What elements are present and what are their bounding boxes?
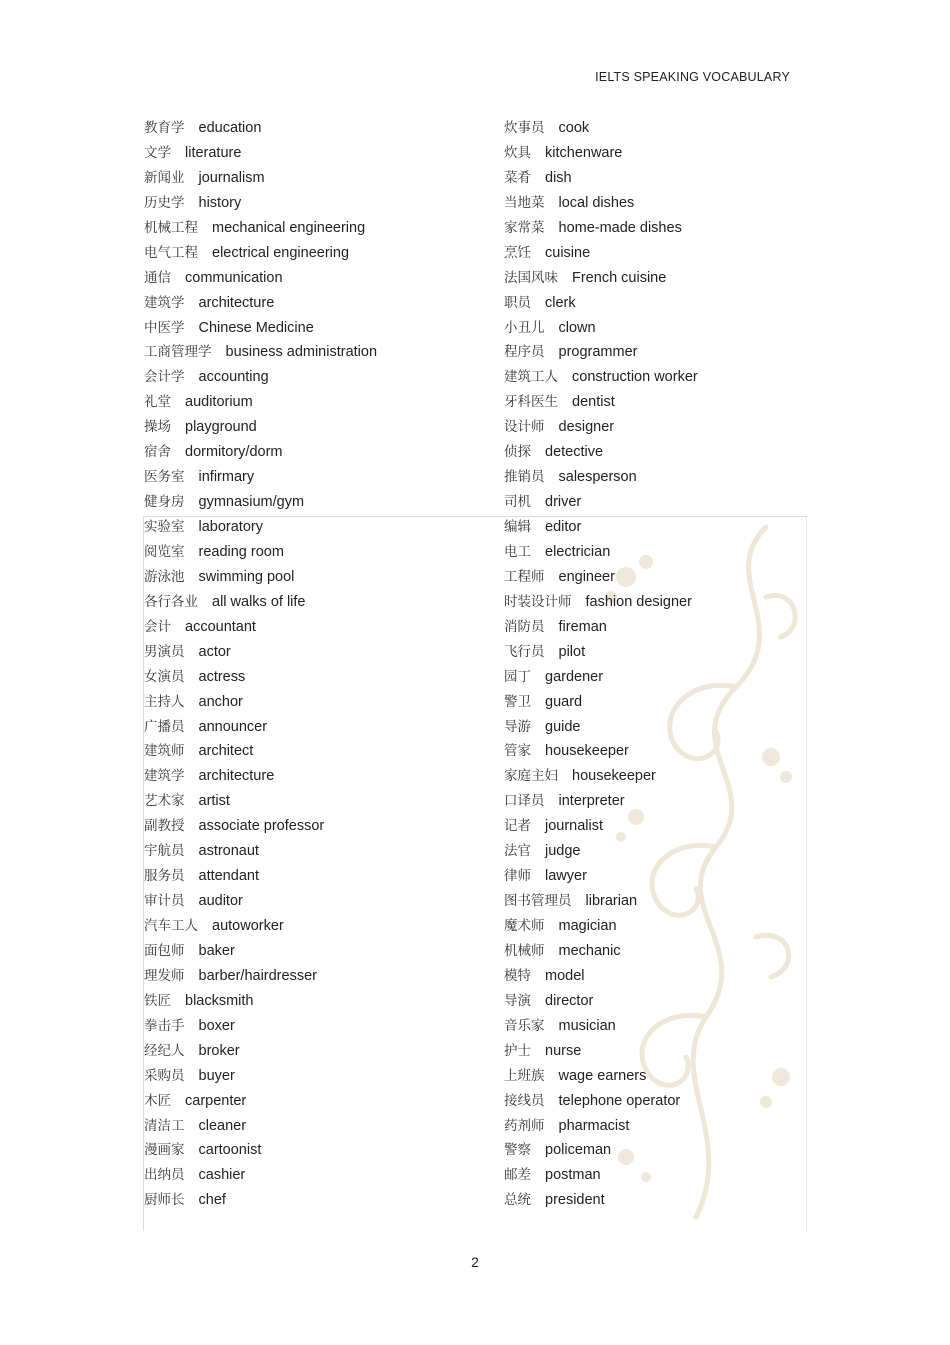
chinese-term: 菜肴: [504, 169, 531, 186]
chinese-term: 广播员: [144, 718, 185, 735]
english-term: fashion designer: [585, 593, 692, 610]
english-term: barber/hairdresser: [198, 967, 317, 984]
chinese-term: 家庭主妇: [504, 768, 558, 785]
english-term: Chinese Medicine: [198, 319, 314, 336]
english-term: architect: [198, 743, 254, 760]
english-term: attendant: [198, 868, 259, 885]
english-term: model: [545, 967, 585, 984]
english-term: salesperson: [558, 469, 637, 486]
vocab-row: [144, 1114, 377, 1139]
chinese-term: 家常菜: [504, 219, 545, 236]
english-term: carpenter: [185, 1092, 247, 1109]
chinese-term: 当地菜: [504, 194, 545, 211]
vocab-row: [504, 964, 698, 989]
english-term: swimming pool: [198, 568, 295, 585]
chinese-term: 记者: [504, 818, 531, 835]
vocab-row: [144, 291, 377, 316]
vocab-row: [144, 1188, 377, 1213]
english-term: electrical engineering: [212, 244, 350, 261]
english-term: actor: [198, 643, 231, 660]
chinese-term: 电工: [504, 543, 531, 560]
vocab-row: [144, 390, 377, 415]
english-term: cuisine: [545, 244, 591, 261]
chinese-term: 清洁工: [144, 1117, 185, 1134]
chinese-term: 牙科医生: [504, 394, 558, 411]
vocab-row: [144, 490, 377, 515]
chinese-term: 魔术师: [504, 918, 545, 934]
chinese-term: 护士: [504, 1042, 531, 1059]
chinese-term: 导演: [504, 992, 531, 1009]
vocab-row: [504, 989, 698, 1014]
english-term: editor: [545, 519, 582, 535]
vocab-row: [144, 939, 377, 964]
english-term: cashier: [198, 1167, 246, 1184]
english-term: kitchenware: [545, 144, 623, 161]
chinese-term: 通信: [144, 269, 171, 286]
vocab-row: [504, 465, 698, 490]
english-term: magician: [558, 918, 617, 934]
chinese-term: 中医学: [144, 319, 185, 336]
vocab-row: [144, 465, 377, 490]
chinese-term: 消防员: [504, 618, 545, 635]
chinese-term: 文学: [144, 144, 171, 161]
chinese-term: 电气工程: [144, 244, 198, 261]
vocab-row: [144, 1039, 377, 1064]
chinese-term: 经纪人: [144, 1042, 185, 1059]
english-term: housekeeper: [545, 743, 629, 760]
english-term: reading room: [198, 543, 284, 560]
vocab-row: [504, 1188, 698, 1213]
english-term: president: [545, 1192, 605, 1209]
english-term: driver: [545, 494, 582, 511]
english-term: history: [198, 194, 242, 211]
page-header: IELTS SPEAKING VOCABULARY: [595, 70, 790, 84]
english-term: fireman: [558, 618, 607, 635]
chinese-term: 建筑师: [144, 743, 185, 760]
chinese-term: 教育学: [144, 120, 185, 136]
english-term: local dishes: [558, 194, 635, 211]
vocab-row: [504, 889, 698, 914]
english-term: dish: [545, 169, 572, 186]
chinese-term: 木匠: [144, 1092, 171, 1109]
english-term: boxer: [198, 1017, 235, 1034]
chinese-term: 审计员: [144, 893, 185, 910]
chinese-term: 烹饪: [504, 244, 531, 261]
vocab-row: [504, 1163, 698, 1188]
vocab-row: [504, 291, 698, 316]
english-term: communication: [185, 269, 283, 286]
vocab-list-left: [144, 116, 377, 1213]
vocab-row: [504, 415, 698, 440]
english-term: cleaner: [198, 1117, 247, 1134]
vocab-row: [504, 665, 698, 690]
chinese-term: 小丑儿: [504, 319, 545, 336]
chinese-term: 宿舍: [144, 444, 171, 461]
english-term: detective: [545, 444, 604, 461]
english-term: journalism: [198, 169, 265, 186]
vocab-row: [144, 216, 377, 241]
english-term: literature: [185, 144, 242, 161]
chinese-term: 新闻业: [144, 169, 185, 186]
vocab-row: [504, 1014, 698, 1039]
chinese-term: 职员: [504, 294, 531, 311]
english-term: auditorium: [185, 394, 253, 411]
vocab-row: [504, 1114, 698, 1139]
chinese-term: 建筑学: [144, 294, 185, 311]
chinese-term: 图书管理员: [504, 893, 572, 910]
vocab-row: [504, 565, 698, 590]
english-term: clown: [558, 319, 596, 336]
english-term: nurse: [545, 1042, 582, 1059]
english-term: associate professor: [198, 818, 325, 835]
english-term: telephone operator: [558, 1092, 681, 1109]
vocab-row: [144, 989, 377, 1014]
vocab-row: [504, 316, 698, 341]
chinese-term: 铁匠: [144, 992, 171, 1009]
vocab-row: [144, 565, 377, 590]
chinese-term: 机械工程: [144, 219, 198, 236]
vocab-row: [504, 914, 698, 939]
english-term: designer: [558, 419, 615, 436]
vocab-row: [144, 764, 377, 789]
vocab-row: [144, 789, 377, 814]
english-term: mechanic: [558, 942, 621, 959]
chinese-term: 音乐家: [504, 1017, 545, 1034]
english-term: programmer: [558, 344, 638, 361]
english-term: announcer: [198, 718, 268, 735]
english-term: guard: [545, 693, 583, 710]
chinese-term: 各行各业: [144, 593, 198, 610]
english-term: education: [198, 120, 262, 136]
vocab-row: [144, 690, 377, 715]
chinese-term: 工程师: [504, 568, 545, 585]
english-term: mechanical engineering: [212, 219, 366, 236]
vocab-row: [504, 715, 698, 740]
chinese-term: 实验室: [144, 519, 185, 535]
vocab-row: [144, 739, 377, 764]
chinese-term: 宇航员: [144, 843, 185, 860]
english-term: musician: [558, 1017, 616, 1034]
chinese-term: 律师: [504, 868, 531, 885]
english-term: journalist: [545, 818, 604, 835]
chinese-term: 设计师: [504, 419, 545, 436]
chinese-term: 警卫: [504, 693, 531, 710]
vocab-row: [144, 1138, 377, 1163]
vocab-row: [504, 116, 698, 141]
vocab-row: [504, 141, 698, 166]
chinese-term: 汽车工人: [144, 918, 198, 934]
chinese-term: 漫画家: [144, 1142, 185, 1159]
vocab-row: [144, 1089, 377, 1114]
vocab-row: [144, 365, 377, 390]
chinese-term: 副教授: [144, 818, 185, 835]
vocab-list-right: [504, 116, 698, 1213]
english-term: postman: [545, 1167, 601, 1184]
vocab-row: [504, 739, 698, 764]
vocab-row: [144, 715, 377, 740]
chinese-term: 出纳员: [144, 1167, 185, 1184]
vocab-row: [144, 914, 377, 939]
english-term: infirmary: [198, 469, 255, 486]
chinese-term: 理发师: [144, 967, 185, 984]
vocab-row: [504, 440, 698, 465]
chinese-term: 服务员: [144, 868, 185, 885]
vocab-row: [504, 166, 698, 191]
vocab-row: [144, 316, 377, 341]
chinese-term: 炊事员: [504, 120, 545, 136]
chinese-term: 时装设计师: [504, 593, 572, 610]
chinese-term: 邮差: [504, 1167, 531, 1184]
vocab-row: [504, 1089, 698, 1114]
chinese-term: 程序员: [504, 344, 545, 361]
english-term: blacksmith: [185, 992, 254, 1009]
vocab-row: [504, 640, 698, 665]
chinese-term: 阅览室: [144, 543, 185, 560]
vocab-row: [504, 340, 698, 365]
vocab-row: [504, 839, 698, 864]
english-term: buyer: [198, 1067, 235, 1084]
chinese-term: 游泳池: [144, 568, 185, 585]
english-term: judge: [545, 843, 581, 860]
english-term: French cuisine: [572, 269, 667, 286]
vocab-row: [504, 191, 698, 216]
chinese-term: 推销员: [504, 469, 545, 486]
english-term: librarian: [585, 893, 638, 910]
vocab-row: [144, 340, 377, 365]
vocab-row: [504, 764, 698, 789]
english-term: pharmacist: [558, 1117, 630, 1134]
english-term: autoworker: [212, 918, 284, 934]
vocab-row: [504, 515, 698, 540]
chinese-term: 口译员: [504, 793, 545, 810]
vocab-row: [144, 141, 377, 166]
chinese-term: 管家: [504, 743, 531, 760]
chinese-term: 法国风味: [504, 269, 558, 286]
chinese-term: 侦探: [504, 444, 531, 461]
vocab-row: [144, 191, 377, 216]
chinese-term: 操场: [144, 419, 171, 436]
chinese-term: 法官: [504, 843, 531, 860]
english-term: cartoonist: [198, 1142, 262, 1159]
vocab-row: [504, 590, 698, 615]
english-term: actress: [198, 668, 246, 685]
chinese-term: 总统: [504, 1192, 531, 1209]
vocab-row: [144, 166, 377, 191]
vocab-row: [144, 241, 377, 266]
english-term: construction worker: [572, 369, 698, 386]
chinese-term: 飞行员: [504, 643, 545, 660]
english-term: pilot: [558, 643, 586, 660]
english-term: dormitory/dorm: [185, 444, 283, 461]
vocab-row: [144, 964, 377, 989]
vocab-row: [144, 1163, 377, 1188]
english-term: interpreter: [558, 793, 625, 810]
english-term: wage earners: [558, 1067, 647, 1084]
chinese-term: 健身房: [144, 494, 185, 511]
english-term: gardener: [545, 668, 604, 685]
vocab-row: [504, 789, 698, 814]
chinese-term: 医务室: [144, 469, 185, 486]
english-term: guide: [545, 718, 581, 735]
english-term: business administration: [225, 344, 378, 361]
english-term: architecture: [198, 768, 275, 785]
english-term: laboratory: [198, 519, 263, 535]
vocab-row: [144, 839, 377, 864]
vocab-row: [504, 216, 698, 241]
english-term: accountant: [185, 618, 256, 635]
chinese-term: 接线员: [504, 1092, 545, 1109]
chinese-term: 建筑工人: [504, 369, 558, 386]
chinese-term: 采购员: [144, 1067, 185, 1084]
vocab-row: [504, 690, 698, 715]
english-term: director: [545, 992, 594, 1009]
english-term: architecture: [198, 294, 275, 311]
english-term: dentist: [572, 394, 615, 411]
chinese-term: 药剂师: [504, 1117, 545, 1134]
chinese-term: 艺术家: [144, 793, 185, 810]
vocab-row: [144, 889, 377, 914]
vocab-row: [504, 241, 698, 266]
english-term: anchor: [198, 693, 243, 710]
english-term: policeman: [545, 1142, 612, 1159]
vocab-row: [144, 640, 377, 665]
vocab-row: [144, 590, 377, 615]
chinese-term: 警察: [504, 1142, 531, 1159]
chinese-term: 司机: [504, 494, 531, 511]
vocab-row: [504, 540, 698, 565]
english-term: astronaut: [198, 843, 259, 860]
chinese-term: 炊具: [504, 144, 531, 161]
chinese-term: 工商管理学: [144, 344, 212, 361]
chinese-term: 会计学: [144, 369, 185, 386]
english-term: playground: [185, 419, 257, 436]
english-term: chef: [198, 1192, 226, 1209]
vocab-row: [504, 365, 698, 390]
vocab-row: [144, 615, 377, 640]
english-term: baker: [198, 942, 235, 959]
english-term: broker: [198, 1042, 240, 1059]
vocab-row: [144, 864, 377, 889]
english-term: engineer: [558, 568, 615, 585]
chinese-term: 会计: [144, 618, 171, 635]
english-term: home-made dishes: [558, 219, 682, 236]
vocab-row: [504, 814, 698, 839]
vocab-row: [144, 540, 377, 565]
chinese-term: 上班族: [504, 1067, 545, 1084]
vocab-row: [504, 864, 698, 889]
chinese-term: 主持人: [144, 693, 185, 710]
vocab-row: [504, 939, 698, 964]
chinese-term: 礼堂: [144, 394, 171, 411]
vocab-row: [144, 515, 377, 540]
vocab-row: [504, 1138, 698, 1163]
page-number: 2: [471, 1254, 479, 1270]
english-term: artist: [198, 793, 230, 810]
vocab-row: [504, 266, 698, 291]
vocab-row: [144, 814, 377, 839]
english-term: housekeeper: [572, 768, 656, 785]
vocab-row: [144, 1014, 377, 1039]
english-term: lawyer: [545, 868, 587, 885]
chinese-term: 模特: [504, 967, 531, 984]
vocab-row: [144, 665, 377, 690]
english-term: auditor: [198, 893, 243, 910]
vocab-row: [144, 266, 377, 291]
chinese-term: 导游: [504, 718, 531, 735]
chinese-term: 编辑: [504, 519, 531, 535]
chinese-term: 面包师: [144, 942, 185, 959]
english-term: cook: [558, 120, 590, 136]
vocab-row: [144, 415, 377, 440]
chinese-term: 历史学: [144, 194, 185, 211]
vocab-row: [504, 615, 698, 640]
vocab-row: [144, 116, 377, 141]
chinese-term: 建筑学: [144, 768, 185, 785]
vocab-row: [504, 1039, 698, 1064]
vocab-row: [504, 490, 698, 515]
english-term: electrician: [545, 543, 611, 560]
vocab-row: [504, 1064, 698, 1089]
vocab-row: [504, 390, 698, 415]
english-term: gymnasium/gym: [198, 494, 305, 511]
vocab-row: [144, 1064, 377, 1089]
chinese-term: 拳击手: [144, 1017, 185, 1034]
chinese-term: 机械师: [504, 942, 545, 959]
english-term: accounting: [198, 369, 269, 386]
english-term: clerk: [545, 294, 576, 311]
chinese-term: 厨师长: [144, 1192, 185, 1209]
chinese-term: 男演员: [144, 643, 185, 660]
vocab-row: [144, 440, 377, 465]
chinese-term: 女演员: [144, 668, 185, 685]
chinese-term: 园丁: [504, 668, 531, 685]
english-term: all walks of life: [212, 593, 306, 610]
